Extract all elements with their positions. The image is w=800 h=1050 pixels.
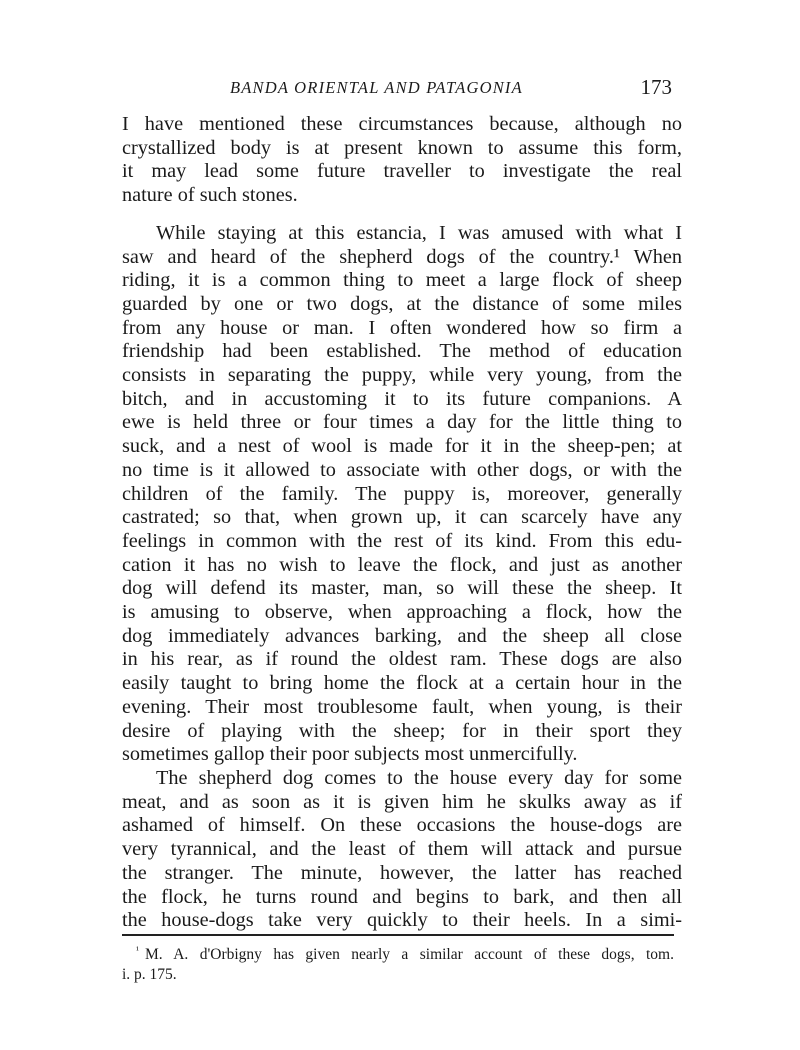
text-line: While staying at this estancia, I was amused with what I (156, 221, 682, 244)
footnote-rule (122, 934, 674, 936)
footnote-line: i. p. 175. (122, 966, 177, 984)
text-line: I have mentioned these circumstances because, although no (122, 113, 682, 135)
text-line: bitch, and in accustoming it to its future companions. A (122, 387, 682, 410)
text-line: sometimes gallop their poor subjects most unmercifully. (122, 743, 578, 766)
text-line: from any house or man. I often wondered how so firm a (122, 316, 682, 339)
text-line: evening. Their most troublesome fault, when young, is their (122, 695, 682, 718)
footnote (122, 941, 674, 985)
page-number: 173 (640, 75, 672, 99)
text-line: riding, it is a common thing to meet a large flock of sheep (122, 269, 682, 292)
text-line: ewe is held three or four times a day for the little thing to (122, 411, 682, 434)
footnote-line (122, 941, 674, 965)
paragraph-3 (122, 767, 682, 933)
text-line: in his rear, as if round the oldest ram. These dogs are also (122, 648, 682, 671)
text-line: cation it has no wish to leave the flock, and just as another (122, 553, 682, 576)
text-line: it may lead some future traveller to investigate the real (122, 160, 682, 183)
text-line: nature of such stones. (122, 184, 298, 207)
text-line: very tyrannical, and the least of them will attack and pursue (122, 838, 682, 861)
text-line: feelings in common with the rest of its kind. From this edu- (122, 529, 682, 552)
text-line: desire of playing with the sheep; for in their sport they (122, 719, 682, 742)
paragraph-1 (122, 113, 682, 208)
paragraph-2 (122, 222, 682, 767)
text-line: dog will defend its master, man, so will these the sheep. It (122, 577, 682, 600)
running-title: BANDA ORIENTAL AND PATAGONIA (230, 78, 523, 97)
text-line: castrated; so that, when grown up, it can scarcely have any (122, 506, 682, 529)
text-line: consists in separating the puppy, while very young, from the (122, 364, 682, 387)
paragraph-gap (122, 208, 682, 222)
body-text (122, 113, 682, 933)
running-head (122, 75, 672, 104)
text-line: is amusing to observe, when approaching a flock, how the (122, 601, 682, 624)
text-line: easily taught to bring home the flock at a certain hour in the (122, 672, 682, 695)
text-line: saw and heard of the shepherd dogs of the country.¹ When (122, 245, 682, 268)
text-line: crystallized body is at present known to assume this form, (122, 136, 682, 159)
text-line: the house-dogs take very quickly to their heels. In a simi- (122, 909, 682, 932)
text-line: ashamed of himself. On these occasions the house-dogs are (122, 814, 682, 837)
text-line: guarded by one or two dogs, at the distance of some miles (122, 292, 682, 315)
text-line: dog immediately advances barking, and the sheep all close (122, 624, 682, 647)
text-line: friendship had been established. The method of education (122, 340, 682, 363)
text-line: no time is it allowed to associate with other dogs, or with the (122, 458, 682, 481)
text-line: suck, and a nest of wool is made for it in the sheep-pen; at (122, 435, 682, 458)
footnote-marker: ¹ (136, 945, 139, 956)
footnote-text: M. A. d'Orbigny has given nearly a similar account of these dogs, tom. (145, 946, 674, 964)
text-line: meat, and as soon as it is given him he skulks away as if (122, 790, 682, 813)
text-line: children of the family. The puppy is, moreover, generally (122, 482, 682, 505)
text-line: the flock, he turns round and begins to bark, and then all (122, 885, 682, 908)
text-line: The shepherd dog comes to the house every day for some (156, 766, 682, 789)
text-line: the stranger. The minute, however, the latter has reached (122, 861, 682, 884)
